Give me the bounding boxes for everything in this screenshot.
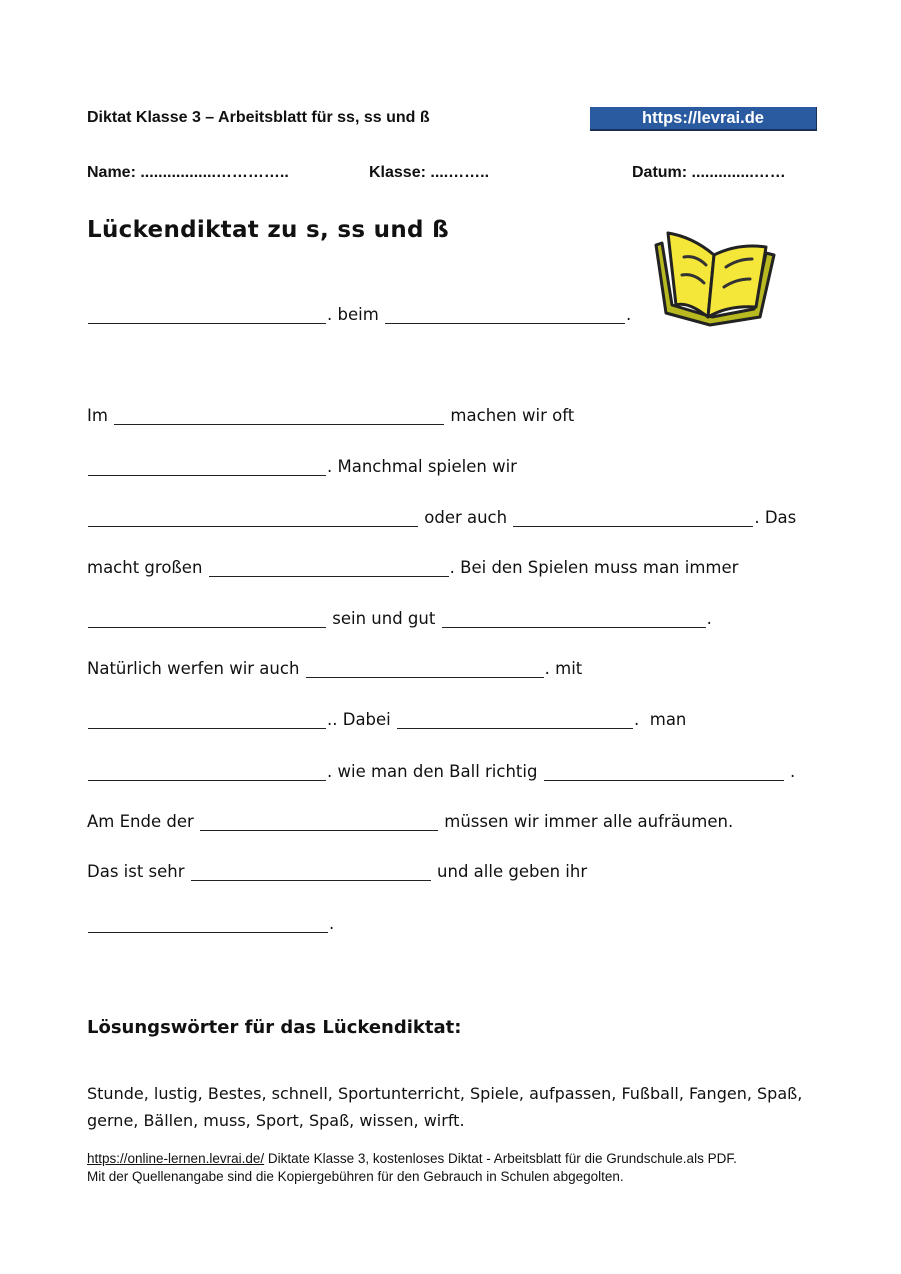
blank-gap[interactable]: [114, 410, 444, 425]
line-text: . wie man den Ball richtig: [327, 762, 543, 781]
line-text: . Das: [754, 508, 797, 527]
cloze-line: [87, 609, 712, 628]
blank-gap[interactable]: [544, 766, 784, 781]
blank-gap[interactable]: [385, 309, 625, 324]
blank-gap[interactable]: [200, 816, 438, 831]
footer-link[interactable]: https://online-lernen.levrai.de/: [87, 1151, 265, 1166]
line-text: . man: [634, 710, 687, 729]
cloze-line: [87, 862, 587, 881]
line-text: . mit: [544, 659, 583, 678]
document-title: Diktat Klasse 3 – Arbeitsblatt für ss, ss und ß: [87, 109, 430, 126]
open-book-icon: [648, 225, 778, 333]
solution-words: Stunde, lustig, Bestes, schnell, Sportunterricht, Spiele, aufpassen, Fußball, Fangen, Spaß, gerne, Bällen, muss, Sport, Spaß, wissen, wirft.: [87, 1084, 803, 1130]
line-text: Am Ende der: [87, 812, 200, 831]
blank-gap[interactable]: [88, 613, 326, 628]
worksheet-heading: Lückendiktat zu s, ss und ß: [87, 217, 449, 243]
line-text: . Bei den Spielen muss man immer: [449, 558, 739, 577]
cloze-line: [87, 812, 733, 831]
cloze-line: [87, 659, 582, 678]
blank-gap[interactable]: [191, 866, 431, 881]
solutions-heading: Lösungswörter für das Lückendiktat:: [87, 1017, 462, 1038]
line-text: . Manchmal spielen wir: [327, 457, 517, 476]
line-text: Das ist sehr: [87, 862, 190, 881]
name-field: Name: .................…………..: [87, 164, 289, 181]
cloze-line: [87, 406, 574, 425]
cloze-line: [87, 762, 795, 781]
line-text: .: [329, 914, 335, 933]
cloze-line: [87, 914, 334, 933]
cloze-line: [87, 457, 517, 476]
line-text: sein und gut: [327, 609, 441, 628]
blank-gap[interactable]: [88, 512, 418, 527]
date-field: Datum: ..............……: [632, 164, 786, 181]
site-link-badge[interactable]: https://levrai.de: [590, 107, 817, 131]
line-text: .: [706, 609, 712, 628]
line-text: Natürlich werfen wir auch: [87, 659, 305, 678]
blank-gap[interactable]: [88, 714, 326, 729]
footer-note: [87, 1150, 847, 1186]
footer-text-2: Mit der Quellenangabe sind die Kopiergebühren für den Gebrauch in Schulen abgegolten.: [87, 1169, 624, 1184]
blank-gap[interactable]: [88, 309, 326, 324]
class-field: Klasse: ....……..: [369, 164, 490, 181]
cloze-line: [87, 508, 796, 527]
line-text: .: [626, 305, 632, 324]
line-text: .. Dabei: [327, 710, 397, 729]
blank-gap[interactable]: [397, 714, 633, 729]
blank-gap[interactable]: [209, 562, 449, 577]
blank-gap[interactable]: [88, 918, 328, 933]
line-text: und alle geben ihr: [431, 862, 588, 881]
cloze-line: [87, 305, 631, 324]
line-text: machen wir oft: [445, 406, 575, 425]
line-text: . beim: [327, 305, 385, 324]
blank-gap[interactable]: [513, 512, 753, 527]
blank-gap[interactable]: [88, 766, 326, 781]
line-text: macht großen: [87, 558, 208, 577]
footer-text-1: Diktate Klasse 3, kostenloses Diktat - Arbeitsblatt für die Grundschule.als PDF.: [264, 1151, 737, 1166]
line-text: oder auch: [419, 508, 513, 527]
line-text: Im: [87, 406, 114, 425]
line-text: .: [784, 762, 796, 781]
line-text: müssen wir immer alle aufräumen.: [439, 812, 734, 831]
cloze-line: [87, 558, 738, 577]
blank-gap[interactable]: [306, 663, 544, 678]
blank-gap[interactable]: [88, 461, 326, 476]
cloze-line: [87, 710, 686, 729]
blank-gap[interactable]: [442, 613, 706, 628]
